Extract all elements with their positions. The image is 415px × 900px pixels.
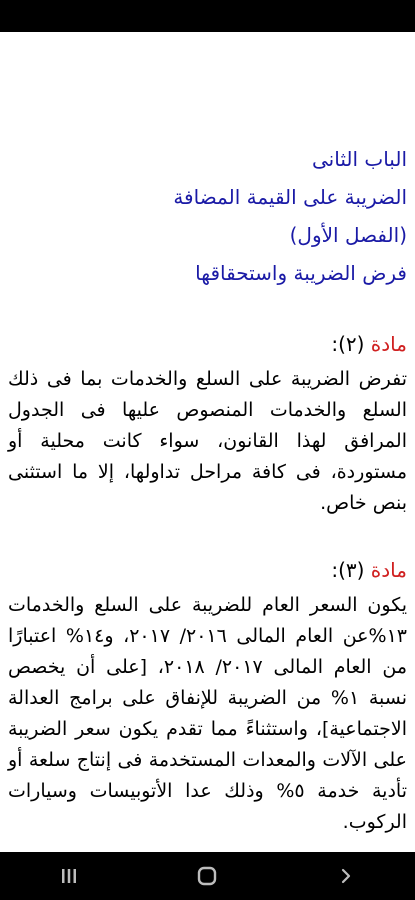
- recents-icon: [60, 867, 78, 885]
- part-subtitle: الضريبة على القيمة المضافة: [173, 185, 407, 209]
- article-3-body: يكون السعر العام للضريبة على السلع والخدمات ١٣%عن العام المالى ٢٠١٦/ ٢٠١٧، و١٤% اعتبارًا من العام المالى ٢٠١٧/ ٢٠١٨، [على أن يخصص نسبة ١% من الضريبة للإنفاق على برامج العدالة الاجتماعية]، واستثناءً مما تقدم يكون سعر الضريبة على الآلات والمعدات المستخدمة فى إنتاج سلعة أو تأدية خدمة ٥% وذلك عدا الأتوبيسات وسيارات الركوب.: [8, 594, 408, 833]
- recents-button[interactable]: [39, 856, 99, 896]
- chapter-title: (الفصل الأول): [289, 223, 407, 247]
- article-2: [8, 330, 407, 519]
- article-2-label: مادة: [370, 332, 407, 356]
- article-3-number: (٣):: [331, 558, 365, 582]
- part-title: الباب الثانى: [312, 147, 407, 171]
- home-button[interactable]: [177, 856, 237, 896]
- section-title: فرض الضريبة واستحقاقها: [195, 261, 407, 285]
- article-2-body: تفرض الضريبة على السلع والخدمات بما فى ذلك السلع والخدمات المنصوص عليها فى الجدول المرافق لهذا القانون، سواء كانت محلية أو مستوردة، فى كافة مراحل تداولها، إلا ما استثنى بنص خاص.: [8, 368, 407, 514]
- status-bar: [0, 0, 415, 32]
- article-3-label: مادة: [370, 558, 407, 582]
- navigation-bar: [0, 852, 415, 900]
- document-content[interactable]: [0, 32, 415, 852]
- home-icon: [196, 865, 218, 887]
- article-2-number: (٢):: [331, 332, 365, 356]
- back-button[interactable]: [316, 856, 376, 896]
- back-icon: [337, 867, 355, 885]
- article-3: [8, 556, 407, 838]
- chapter-heading: [12, 140, 407, 292]
- article-3-title: [8, 556, 407, 584]
- article-2-title: [8, 330, 407, 358]
